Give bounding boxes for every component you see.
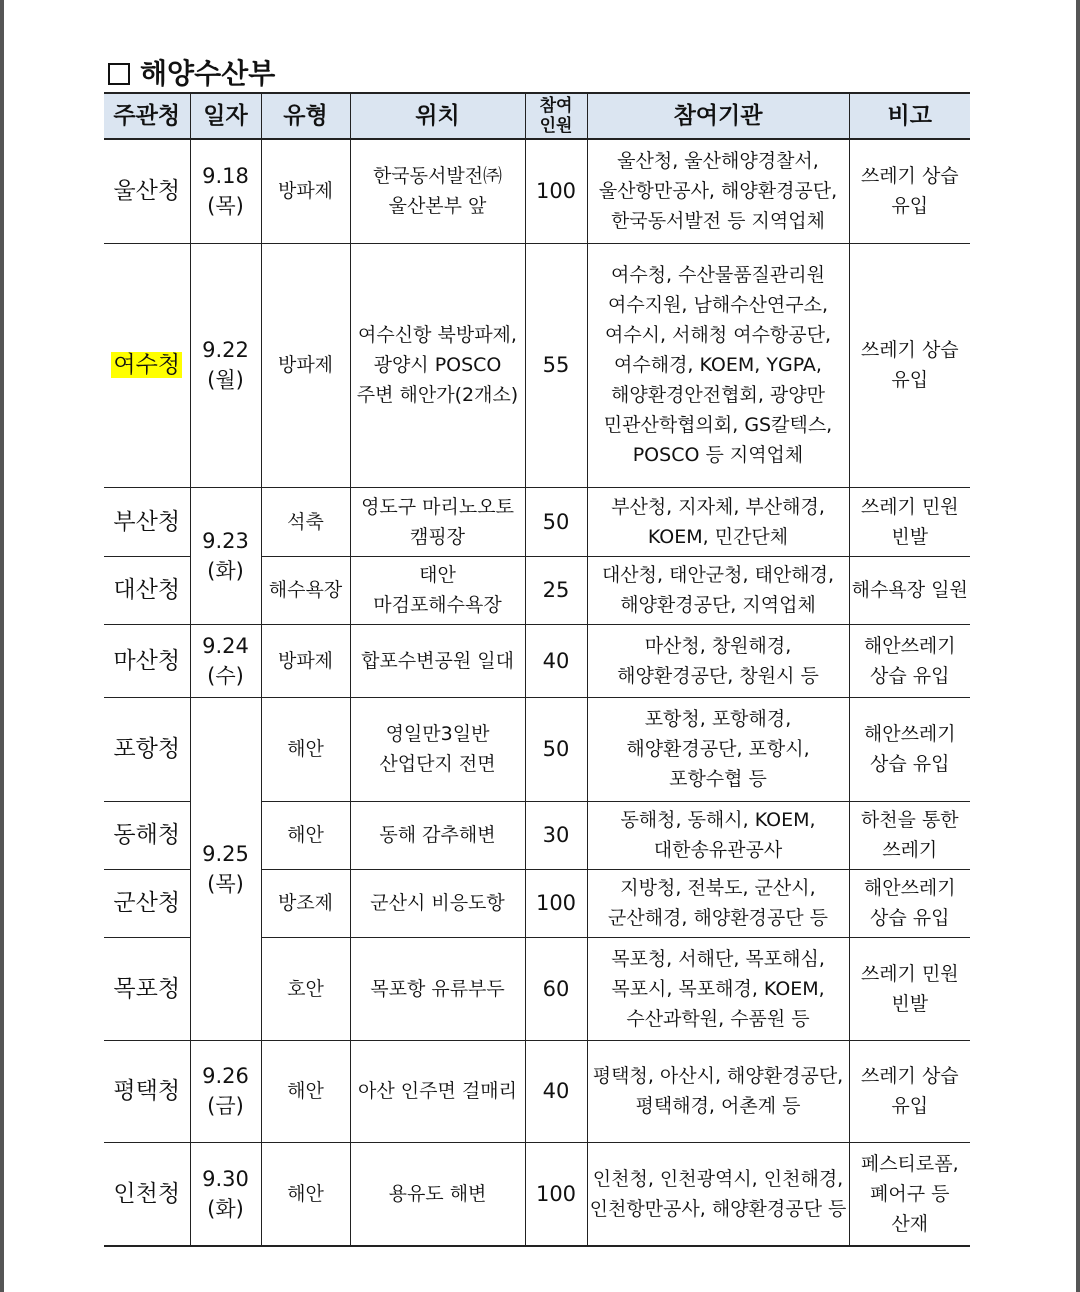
date-weekday: (금) bbox=[207, 1094, 244, 1118]
date-cell bbox=[190, 139, 261, 243]
type-cell: 해수욕장 bbox=[261, 556, 350, 624]
highlighted-office: 여수청 bbox=[113, 352, 181, 378]
location-cell: 영도구 마리노오토 캠핑장 bbox=[350, 487, 525, 556]
office-cell: 마산청 bbox=[104, 624, 190, 697]
date-day: 9.26 bbox=[202, 1064, 249, 1088]
date-weekday: (목) bbox=[207, 194, 244, 219]
type-cell: 해안 bbox=[261, 801, 350, 869]
type-cell: 호안 bbox=[261, 937, 350, 1040]
participants-cell: 40 bbox=[525, 624, 587, 697]
remarks-cell: 해수욕장 일원 bbox=[849, 556, 970, 624]
remarks-cell: 해안쓰레기 상습 유입 bbox=[849, 624, 970, 697]
participants-cell: 50 bbox=[525, 697, 587, 801]
remarks-cell: 쓰레기 민원 빈발 bbox=[849, 937, 970, 1040]
date-day: 9.30 bbox=[202, 1166, 249, 1191]
header-date: 일자 bbox=[190, 93, 261, 139]
date-day: 9.25 bbox=[202, 841, 249, 866]
participants-cell: 25 bbox=[525, 556, 587, 624]
participants-cell: 100 bbox=[525, 869, 587, 937]
date-cell bbox=[190, 1040, 261, 1142]
date-cell bbox=[190, 243, 261, 487]
header-type: 유형 bbox=[261, 93, 350, 139]
date-cell bbox=[190, 1142, 261, 1246]
participants-cell: 30 bbox=[525, 801, 587, 869]
location-cell: 용유도 해변 bbox=[350, 1142, 525, 1246]
remarks-cell: 하천을 통한 쓰레기 bbox=[849, 801, 970, 869]
remarks-cell: 쓰레기 상습 유입 bbox=[849, 243, 970, 487]
date-weekday: (목) bbox=[207, 871, 244, 896]
remarks-cell: 페스티로폼, 폐어구 등 산재 bbox=[849, 1142, 970, 1246]
type-cell: 방조제 bbox=[261, 869, 350, 937]
organizations-cell: 여수청, 수산물품질관리원 여수지원, 남해수산연구소, 여수시, 서해청 여수항공단, 여수해경, KOEM, YGPA, 해양환경안전협회, 광양만 민관산학협의회, GS칼텍스, POSCO 등 지역업체 bbox=[587, 243, 849, 487]
office-cell: 동해청 bbox=[104, 801, 190, 869]
page-edge-left bbox=[0, 0, 4, 1292]
remarks-cell: 쓰레기 상습 유입 bbox=[849, 1040, 970, 1142]
type-cell: 방파제 bbox=[261, 624, 350, 697]
organizations-cell: 평택청, 아산시, 해양환경공단, 평택해경, 어촌계 등 bbox=[587, 1040, 849, 1142]
office-cell bbox=[104, 243, 190, 487]
location-cell: 한국동서발전㈜ 울산본부 앞 bbox=[350, 139, 525, 243]
organizations-cell: 마산청, 창원해경, 해양환경공단, 창원시 등 bbox=[587, 624, 849, 697]
participants-cell: 55 bbox=[525, 243, 587, 487]
remarks-cell: 쓰레기 상습 유입 bbox=[849, 139, 970, 243]
organizations-cell: 포항청, 포항해경, 해양환경공단, 포항시, 포항수협 등 bbox=[587, 697, 849, 801]
header-participants-line2: 인원 bbox=[539, 116, 573, 136]
header-organizations: 참여기관 bbox=[587, 93, 849, 139]
type-cell: 방파제 bbox=[261, 243, 350, 487]
location-cell: 군산시 비응도항 bbox=[350, 869, 525, 937]
office-cell: 대산청 bbox=[104, 556, 190, 624]
organizations-cell: 울산청, 울산해양경찰서, 울산항만공사, 해양환경공단, 한국동서발전 등 지역업체 bbox=[587, 139, 849, 243]
date-weekday: (수) bbox=[207, 663, 244, 688]
remarks-cell: 쓰레기 민원 빈발 bbox=[849, 487, 970, 556]
date-cell bbox=[190, 487, 261, 624]
date-day: 9.22 bbox=[202, 338, 249, 362]
office-cell: 군산청 bbox=[104, 869, 190, 937]
section-title bbox=[108, 52, 275, 92]
location-cell: 동해 감추해변 bbox=[350, 801, 525, 869]
location-cell: 목포항 유류부두 bbox=[350, 937, 525, 1040]
organizations-cell: 대산청, 태안군청, 태안해경, 해양환경공단, 지역업체 bbox=[587, 556, 849, 624]
remarks-cell: 해안쓰레기 상습 유입 bbox=[849, 869, 970, 937]
page-edge-right bbox=[1076, 0, 1080, 1292]
location-cell: 여수신항 북방파제, 광양시 POSCO 주변 해안가(2개소) bbox=[350, 243, 525, 487]
cleanup-schedule-table bbox=[104, 92, 970, 1247]
organizations-cell: 지방청, 전북도, 군산시, 군산해경, 해양환경공단 등 bbox=[587, 869, 849, 937]
date-cell bbox=[190, 624, 261, 697]
office-cell: 목포청 bbox=[104, 937, 190, 1040]
header-participants bbox=[525, 93, 587, 139]
location-cell: 영일만3일반 산업단지 전면 bbox=[350, 697, 525, 801]
participants-cell: 40 bbox=[525, 1040, 587, 1142]
header-location: 위치 bbox=[350, 93, 525, 139]
table-row bbox=[104, 487, 970, 556]
date-cell bbox=[190, 697, 261, 1040]
table-row bbox=[104, 1040, 970, 1142]
office-cell: 울산청 bbox=[104, 139, 190, 243]
location-cell: 합포수변공원 일대 bbox=[350, 624, 525, 697]
location-cell: 태안 마검포해수욕장 bbox=[350, 556, 525, 624]
checkbox-icon bbox=[108, 63, 130, 85]
remarks-cell: 해안쓰레기 상습 유입 bbox=[849, 697, 970, 801]
type-cell: 방파제 bbox=[261, 139, 350, 243]
date-weekday: (화) bbox=[207, 558, 244, 583]
table-row bbox=[104, 1142, 970, 1246]
organizations-cell: 부산청, 지자체, 부산해경, KOEM, 민간단체 bbox=[587, 487, 849, 556]
type-cell: 해안 bbox=[261, 697, 350, 801]
table-row bbox=[104, 243, 970, 487]
header-participants-line1: 참여 bbox=[539, 96, 573, 116]
participants-cell: 100 bbox=[525, 139, 587, 243]
date-day: 9.23 bbox=[202, 528, 249, 553]
type-cell: 해안 bbox=[261, 1142, 350, 1246]
organizations-cell: 목포청, 서해단, 목포해심, 목포시, 목포해경, KOEM, 수산과학원, 수품원 등 bbox=[587, 937, 849, 1040]
type-cell: 해안 bbox=[261, 1040, 350, 1142]
office-cell: 부산청 bbox=[104, 487, 190, 556]
organizations-cell: 동해청, 동해시, KOEM, 대한송유관공사 bbox=[587, 801, 849, 869]
office-cell: 평택청 bbox=[104, 1040, 190, 1142]
type-cell: 석축 bbox=[261, 487, 350, 556]
date-weekday: (화) bbox=[207, 1196, 244, 1221]
header-office: 주관청 bbox=[104, 93, 190, 139]
participants-cell: 100 bbox=[525, 1142, 587, 1246]
date-day: 9.18 bbox=[202, 164, 249, 189]
participants-cell: 60 bbox=[525, 937, 587, 1040]
office-cell: 포항청 bbox=[104, 697, 190, 801]
title-text: 해양수산부 bbox=[140, 57, 276, 90]
date-weekday: (월) bbox=[207, 368, 244, 392]
header-remarks: 비고 bbox=[849, 93, 970, 139]
header-row bbox=[104, 93, 970, 139]
table-row bbox=[104, 624, 970, 697]
organizations-cell: 인천청, 인천광역시, 인천해경, 인천항만공사, 해양환경공단 등 bbox=[587, 1142, 849, 1246]
table-row bbox=[104, 139, 970, 243]
table-row bbox=[104, 697, 970, 801]
location-cell: 아산 인주면 걸매리 bbox=[350, 1040, 525, 1142]
participants-cell: 50 bbox=[525, 487, 587, 556]
office-cell: 인천청 bbox=[104, 1142, 190, 1246]
date-day: 9.24 bbox=[202, 633, 249, 658]
